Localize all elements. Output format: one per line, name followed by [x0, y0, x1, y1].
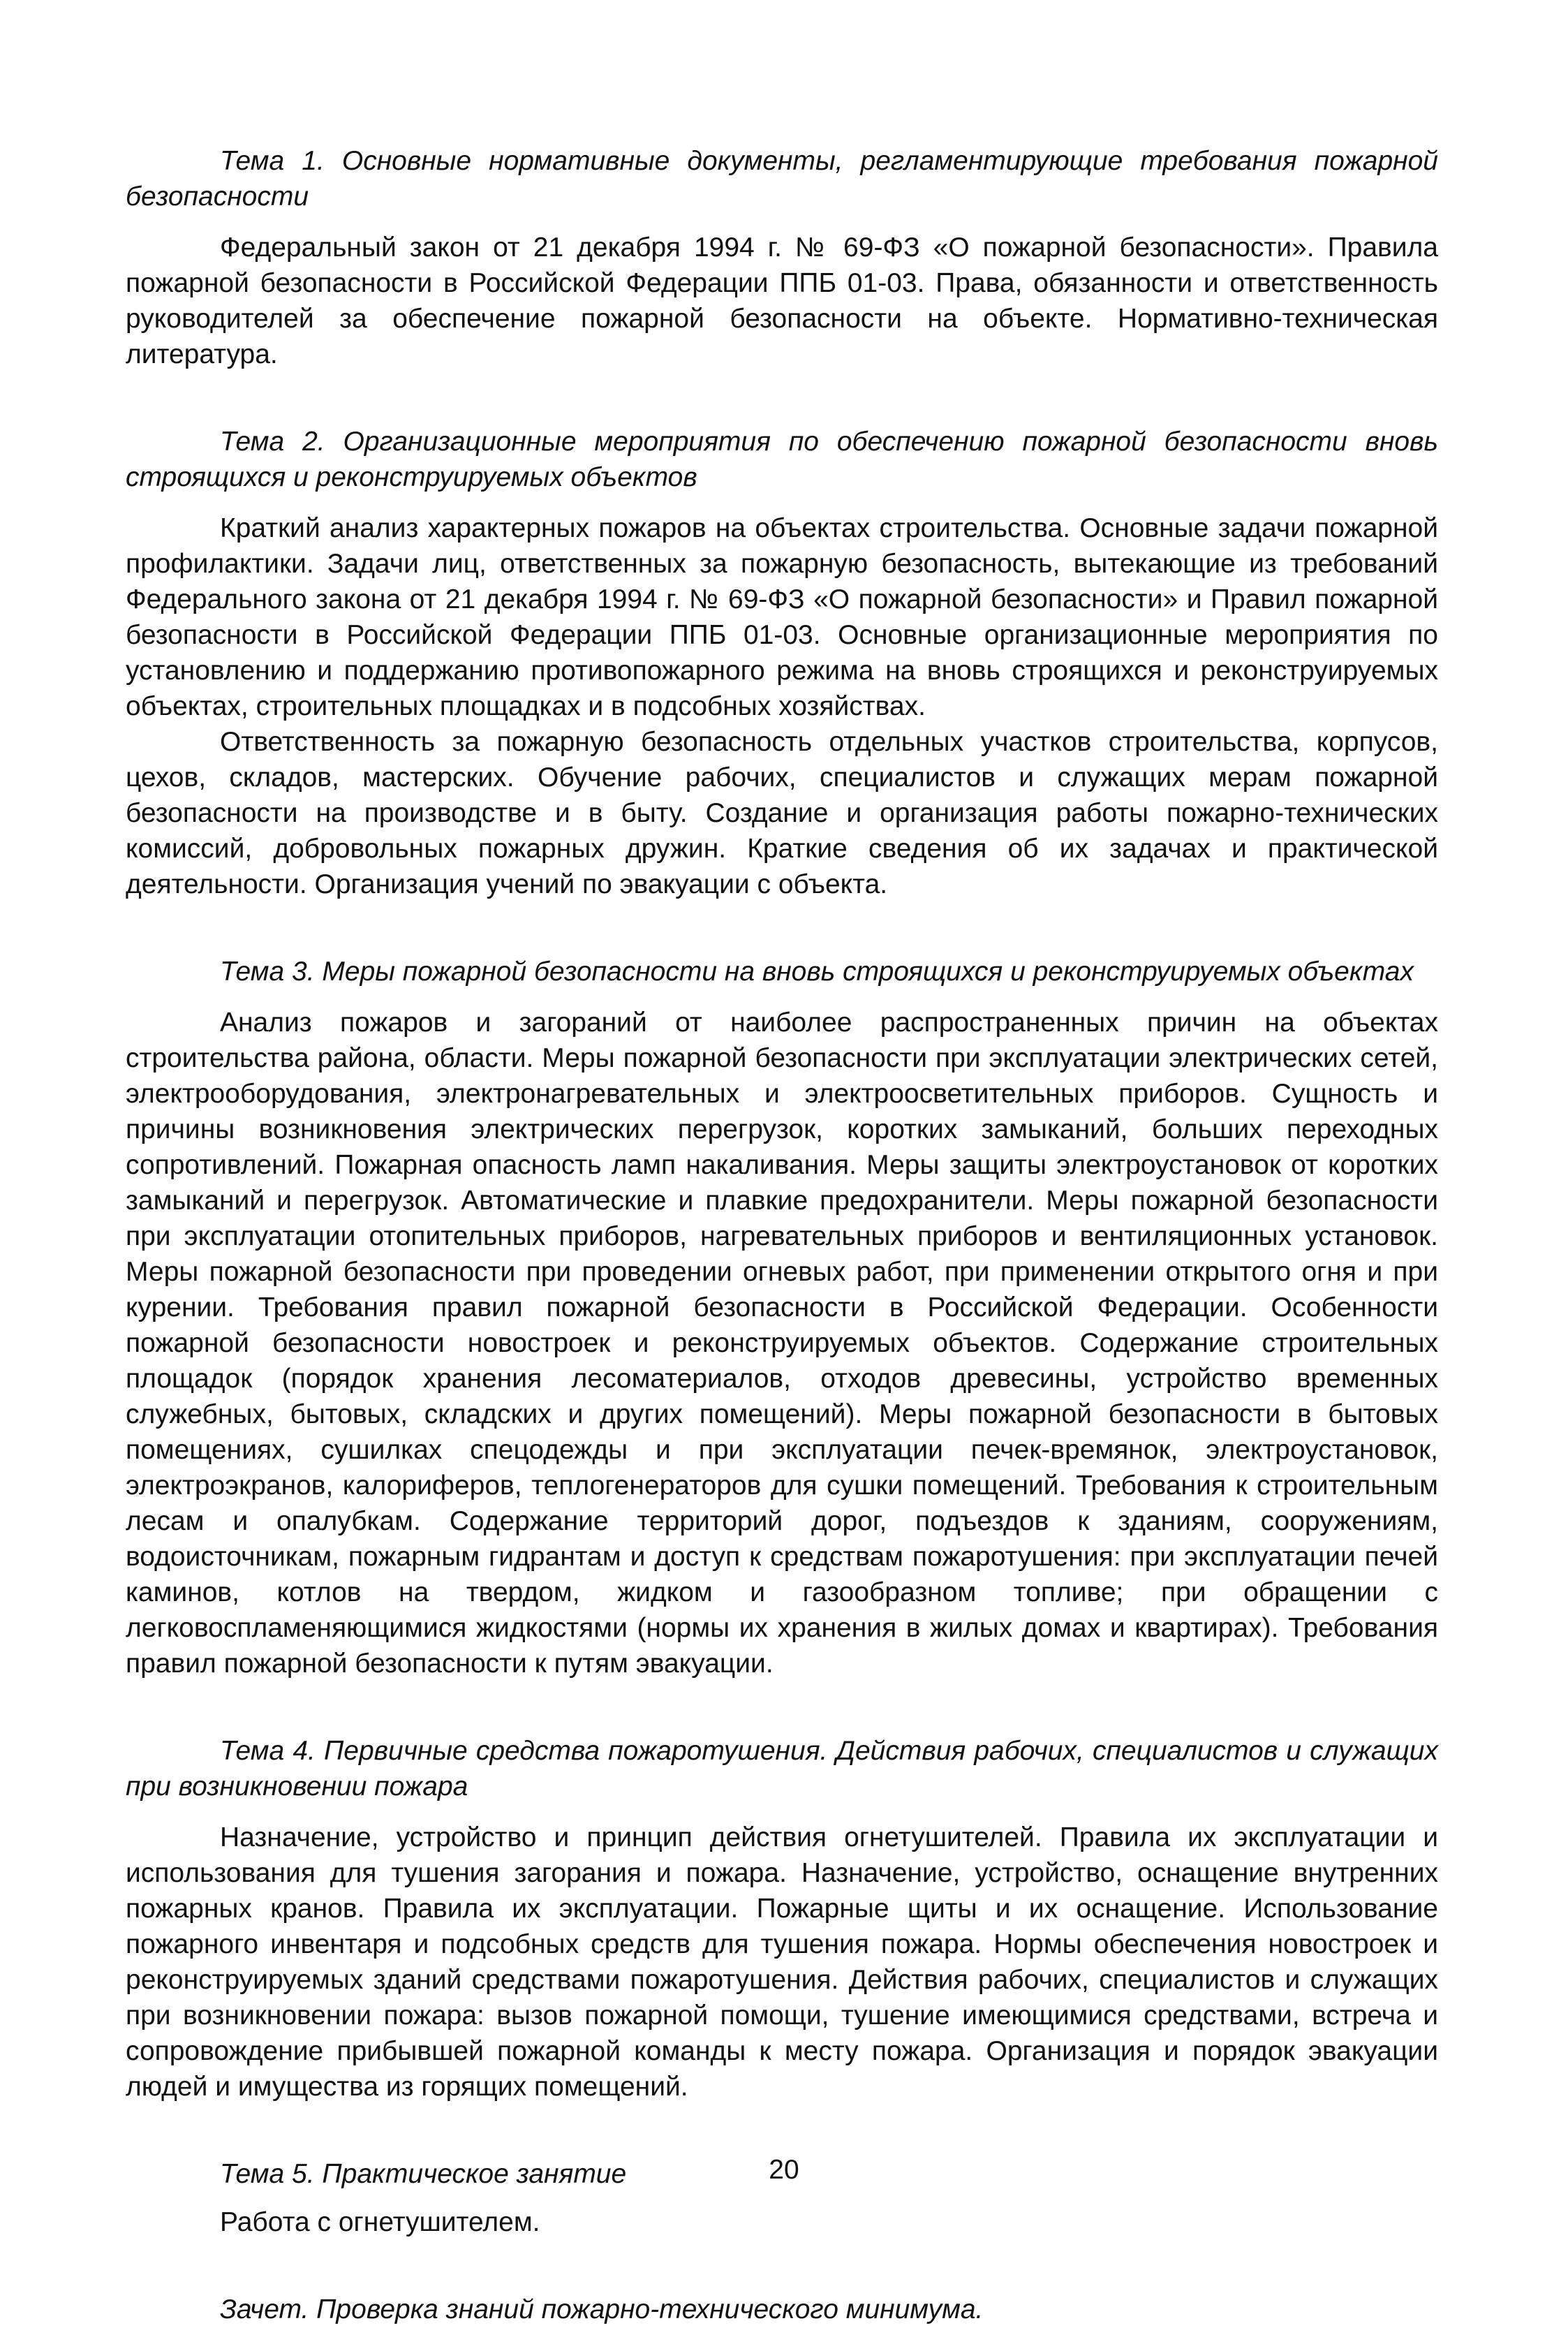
topic-3	[126, 954, 1438, 1681]
topic-paragraph: Работа с огнетушителем.	[220, 2207, 540, 2237]
page-content	[126, 143, 1438, 2327]
topic-paragraph: Анализ пожаров и загораний от наиболее распространенных причин на объектах строительства района, области. Меры пожарной безопасности при эксплуатации электрических сетей, электрооборудования, электронагревательных и электроосветительных приборов. Сущность и причины возникновения электрических перегрузок, коротких замыканий, больших переходных сопротивлений. Пожарная опасность ламп накаливания. Меры защиты электроустановок от коротких замыканий и перегрузок. Автоматические и плавкие предохранители. Меры пожарной безопасности при эксплуатации отопительных приборов, нагревательных приборов и вентиляционных установок. Меры пожарной безопасности при проведении огневых работ, при применении открытого огня и при курении. Требования правил пожарной безопасности в Российской Федерации. Особенности пожарной безопасности новостроек и реконструируемых объектов. Содержание строительных площадок (порядок хранения лесоматериалов, отходов древесины, устройство временных служебных, бытовых, складских и других помещений). Меры пожарной безопасности в бытовых помещениях, сушилках спецодежды и при эксплуатации печек-времянок, электроустановок, электроэкранов, калориферов, теплогенераторов для сушки помещений. Требования к строительным лесам и опалубкам. Содержание территорий дорог, подъездов к зданиям, сооружениям, водоисточникам, пожарным гидрантам и доступ к средствам пожаротушения: при эксплуатации печей каминов, котлов на твердом, жидком и газообразном топливе; при обращении с легковоспламеняющимися жидкостями (нормы их хранения в жилых домах и квартирах). Требования правил пожарной безопасности к путям эвакуации.	[126, 1008, 1438, 1679]
topic-heading: Тема 1. Основные нормативные документы, регламентирующие требования пожарной безопасности	[126, 146, 1438, 212]
topic-2	[126, 424, 1438, 902]
exam-line: Зачет. Проверка знаний пожарно-технического минимума.	[220, 2294, 984, 2324]
topic-heading: Тема 3. Меры пожарной безопасности на вновь строящихся и реконструируемых объектах	[220, 957, 1414, 987]
topic-heading: Тема 4. Первичные средства пожаротушения. Действия рабочих, специалистов и служащих при возникновении пожара	[126, 1736, 1438, 1801]
page-number: 20	[769, 2155, 799, 2185]
topic-1	[126, 143, 1438, 372]
topic-heading: Тема 2. Организационные мероприятия по обеспечению пожарной безопасности вновь строящихся и реконструируемых объектов	[126, 427, 1438, 492]
topic-paragraph: Федеральный закон от 21 декабря 1994 г. № 69-ФЗ «О пожарной безопасности». Правила пожарной безопасности в Российской Федерации ППБ 01-03. Права, обязанности и ответственность руководителей за обеспечение пожарной безопасности на объекте. Нормативно-техническая литература.	[126, 233, 1438, 369]
topic-paragraph: Ответственность за пожарную безопасность отдельных участков строительства, корпусов, цехов, складов, мастерских. Обучение рабочих, специалистов и служащих мерам пожарной безопасности на производстве и в быту. Создание и организация работы пожарно-технических комиссий, добровольных пожарных дружин. Краткие сведения об их задачах и практической деятельности. Организация учений по эвакуации с объекта.	[126, 727, 1438, 899]
topic-4	[126, 1733, 1438, 2105]
topic-heading: Тема 5. Практическое занятие	[220, 2159, 627, 2189]
topic-paragraph: Назначение, устройство и принцип действия огнетушителей. Правила их эксплуатации и использования для тушения загорания и пожара. Назначение, устройство, оснащение внутренних пожарных кранов. Правила их эксплуатации. Пожарные щиты и их оснащение. Использование пожарного инвентаря и подсобных средств для тушения пожара. Нормы обеспечения новостроек и реконструируемых зданий средствами пожаротушения. Действия рабочих, специалистов и служащих при возникновении пожара: вызов пожарной помощи, тушение имеющимися средствами, встреча и сопровождение прибывшей пожарной команды к месту пожара. Организация и порядок эвакуации людей и имущества из горящих помещений.	[126, 1822, 1438, 2102]
topic-paragraph: Краткий анализ характерных пожаров на объектах строительства. Основные задачи пожарной профилактики. Задачи лиц, ответственных за пожарную безопасность, вытекающие из требований Федерального закона от 21 декабря 1994 г. № 69-ФЗ «О пожарной безопасности» и Правил пожарной безопасности в Российской Федерации ППБ 01-03. Основные организационные мероприятия по установлению и поддержанию противопожарного режима на вновь строящихся и реконструируемых объектах, строительных площадках и в подсобных хозяйствах.	[126, 513, 1438, 721]
